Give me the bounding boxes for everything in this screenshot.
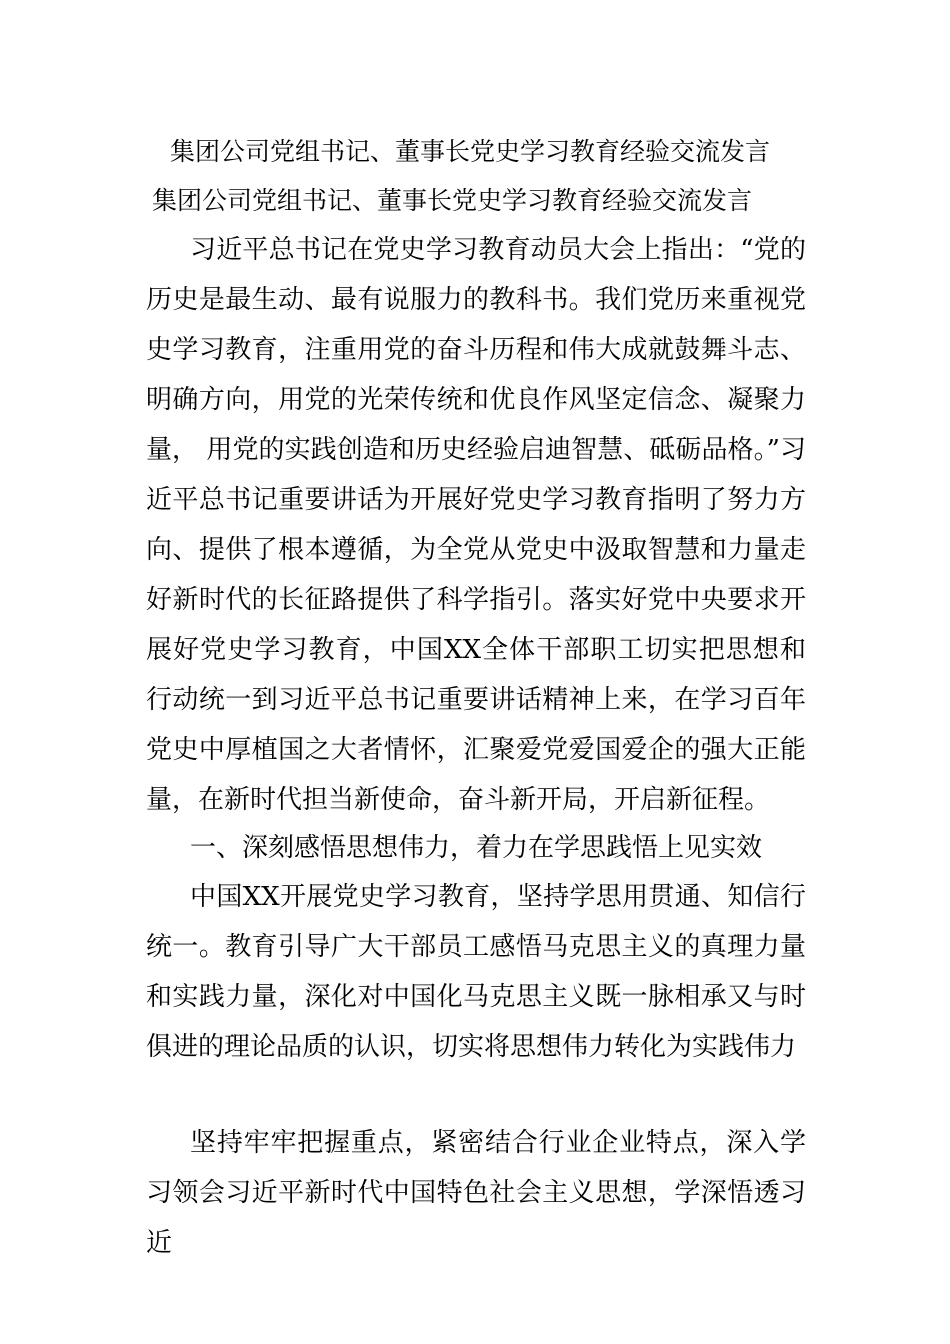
paragraph-body: 中国XX开展党史学习教育，坚持学思用贯通、知信行统一。教育引导广大干部员工感悟马克思主义的真理力量和实践力量，深化对中国化马克思主义既一脉相承又与时俱进的理论品质的认识，切实将思想伟力转化为实践伟力 xyxy=(146,882,806,1062)
paragraph-intro: 习近平总书记在党史学习教育动员大会上指出：“党的历史是最生动、最有说服力的教科书。我们党历来重视党史学习教育，注重用党的奋斗历程和伟大成就鼓舞斗志、明确方向，用党的光荣传统和优良作风坚定信念、凝聚力量， 用党的实践创造和历史经验启迪智慧、砥砺品格。”习近平总书记重要讲话为开展好党史学习教育指明了努力方向、提供了根本遵循，为全党从党史中汲取智慧和力量走好新时代的长征路提供了科学指引。落实好党中央要求开展好党史学习教育，中国XX全体干部职工切实把思想和行动统一到习近平总书记重要讲话精神上来，在学习百年党史中厚植国之大者情怀，汇聚爱党爱国爱企的强大正能量，在新时代担当新使命，奋斗新开局，开启新征程。 xyxy=(146,235,806,815)
document-title-repeat: 集团公司党组书记、董事长党史学习教育经验交流发言 xyxy=(152,186,753,215)
section-heading: 一、深刻感悟思想伟力，着力在学思践悟上见实效 xyxy=(190,833,763,863)
paragraph-body: 坚持牢牢把握重点，紧密结合行业企业特点，深入学习领会习近平新时代中国特色社会主义思想，学深悟透习近 xyxy=(146,1128,806,1258)
document-title: 集团公司党组书记、董事长党史学习教育经验交流发言 xyxy=(170,137,771,166)
